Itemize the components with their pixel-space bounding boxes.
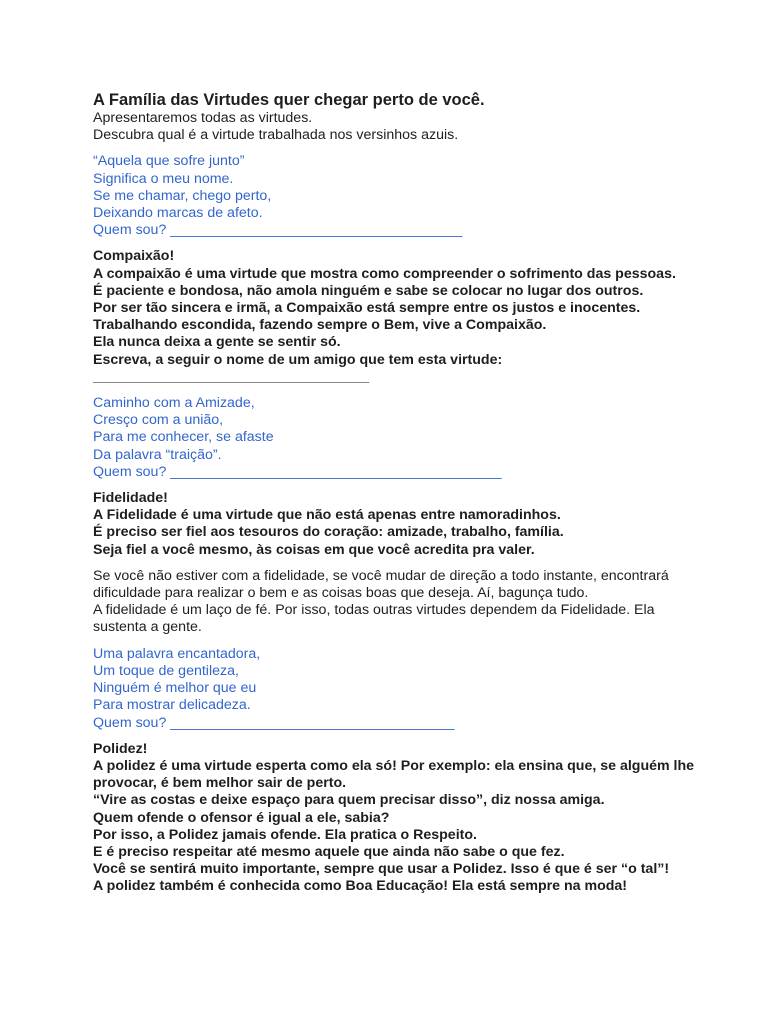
answer-line: Você se sentirá muito importante, sempre que usar a Polidez. Isso é que é ser “o tal”! xyxy=(93,861,670,878)
verse-compaixao xyxy=(93,153,733,239)
fidelidade-paragraph xyxy=(93,568,733,637)
verse-answer-blank[interactable]: Quem sou? __________________________________________ xyxy=(93,463,502,480)
intro-line: Apresentaremos todas as virtudes. xyxy=(93,110,313,126)
answer-line: Seja fiel a você mesmo, às coisas em que você acredita pra valer. xyxy=(93,541,535,558)
verse-polidez xyxy=(93,646,733,732)
paragraph-line: Se você não estiver com a fidelidade, se você mudar de direção a todo instante, encontrará xyxy=(93,567,669,584)
answer-line: A polidez é uma virtude esperta como ela só! Por exemplo: ela ensina que, se alguém lhe xyxy=(93,757,695,774)
answer-line: provocar, é bem melhor sair de perto. xyxy=(93,775,347,792)
paragraph-line: sustenta a gente. xyxy=(93,619,202,636)
answer-heading: Compaixão! xyxy=(93,248,175,265)
answer-line: É paciente e bondosa, não amola ninguém e sabe se colocar no lugar dos outros. xyxy=(93,282,644,299)
page-title: A Família das Virtudes quer chegar perto de você. xyxy=(93,91,485,109)
answer-line: Ela nunca deixa a gente se sentir só. xyxy=(93,334,341,351)
answer-line: Trabalhando escondida, fazendo sempre o Bem, vive a Compaixão. xyxy=(93,317,547,334)
intro-paragraph xyxy=(93,110,733,144)
answer-polidez xyxy=(93,741,733,896)
answer-heading: Fidelidade! xyxy=(93,490,168,507)
verse-line: “Aquela que sofre junto” xyxy=(93,153,245,170)
answer-line: A compaixão é uma virtude que mostra como compreender o sofrimento das pessoas. xyxy=(93,265,676,282)
friend-name-blank[interactable]: ___________________________________ xyxy=(93,368,370,385)
verse-answer-blank[interactable]: Quem sou? ____________________________________ xyxy=(93,714,455,731)
answer-line: Por isso, a Polidez jamais ofende. Ela pratica o Respeito. xyxy=(93,826,477,843)
answer-line: Quem ofende o ofensor é igual a ele, sabia? xyxy=(93,809,390,826)
paragraph-line: A fidelidade é um laço de fé. Por isso, todas outras virtudes dependem da Fidelidade. Ela xyxy=(93,602,655,619)
verse-line: Da palavra “traição”. xyxy=(93,446,222,463)
verse-fidelidade xyxy=(93,395,733,481)
document-body xyxy=(93,90,733,896)
verse-line: Significa o meu nome. xyxy=(93,170,234,187)
verse-line: Ninguém é melhor que eu xyxy=(93,680,257,697)
answer-line: Escreva, a seguir o nome de um amigo que tem esta virtude: xyxy=(93,351,503,368)
verse-answer-blank[interactable]: Quem sou? _____________________________________ xyxy=(93,222,463,239)
verse-line: Um toque de gentileza, xyxy=(93,662,239,679)
answer-compaixao xyxy=(93,248,733,386)
verse-line: Se me chamar, chego perto, xyxy=(93,187,272,204)
intro-line: Descubra qual é a virtude trabalhada nos versinhos azuis. xyxy=(93,127,459,144)
answer-heading: Polidez! xyxy=(93,740,148,757)
paragraph-line: dificuldade para realizar o bem e as coisas boas que deseja. Aí, bagunça tudo. xyxy=(93,585,589,602)
answer-fidelidade xyxy=(93,490,733,559)
verse-line: Cresço com a união, xyxy=(93,412,224,429)
verse-line: Deixando marcas de afeto. xyxy=(93,205,263,222)
answer-line: E é preciso respeitar até mesmo aquele que ainda não sabe o que fez. xyxy=(93,843,565,860)
answer-line: É preciso ser fiel aos tesouros do coração: amizade, trabalho, família. xyxy=(93,524,564,541)
answer-line: Por ser tão sincera e irmã, a Compaixão está sempre entre os justos e inocentes. xyxy=(93,300,641,317)
answer-line: A polidez também é conhecida como Boa Educação! Ela está sempre na moda! xyxy=(93,878,628,895)
verse-line: Para mostrar delicadeza. xyxy=(93,697,251,714)
verse-line: Uma palavra encantadora, xyxy=(93,645,261,662)
verse-line: Para me conhecer, se afaste xyxy=(93,429,274,446)
verse-line: Caminho com a Amizade, xyxy=(93,395,255,412)
answer-line: A Fidelidade é uma virtude que não está apenas entre namoradinhos. xyxy=(93,507,561,524)
answer-line: “Vire as costas e deixe espaço para quem precisar disso”, diz nossa amiga. xyxy=(93,792,605,809)
